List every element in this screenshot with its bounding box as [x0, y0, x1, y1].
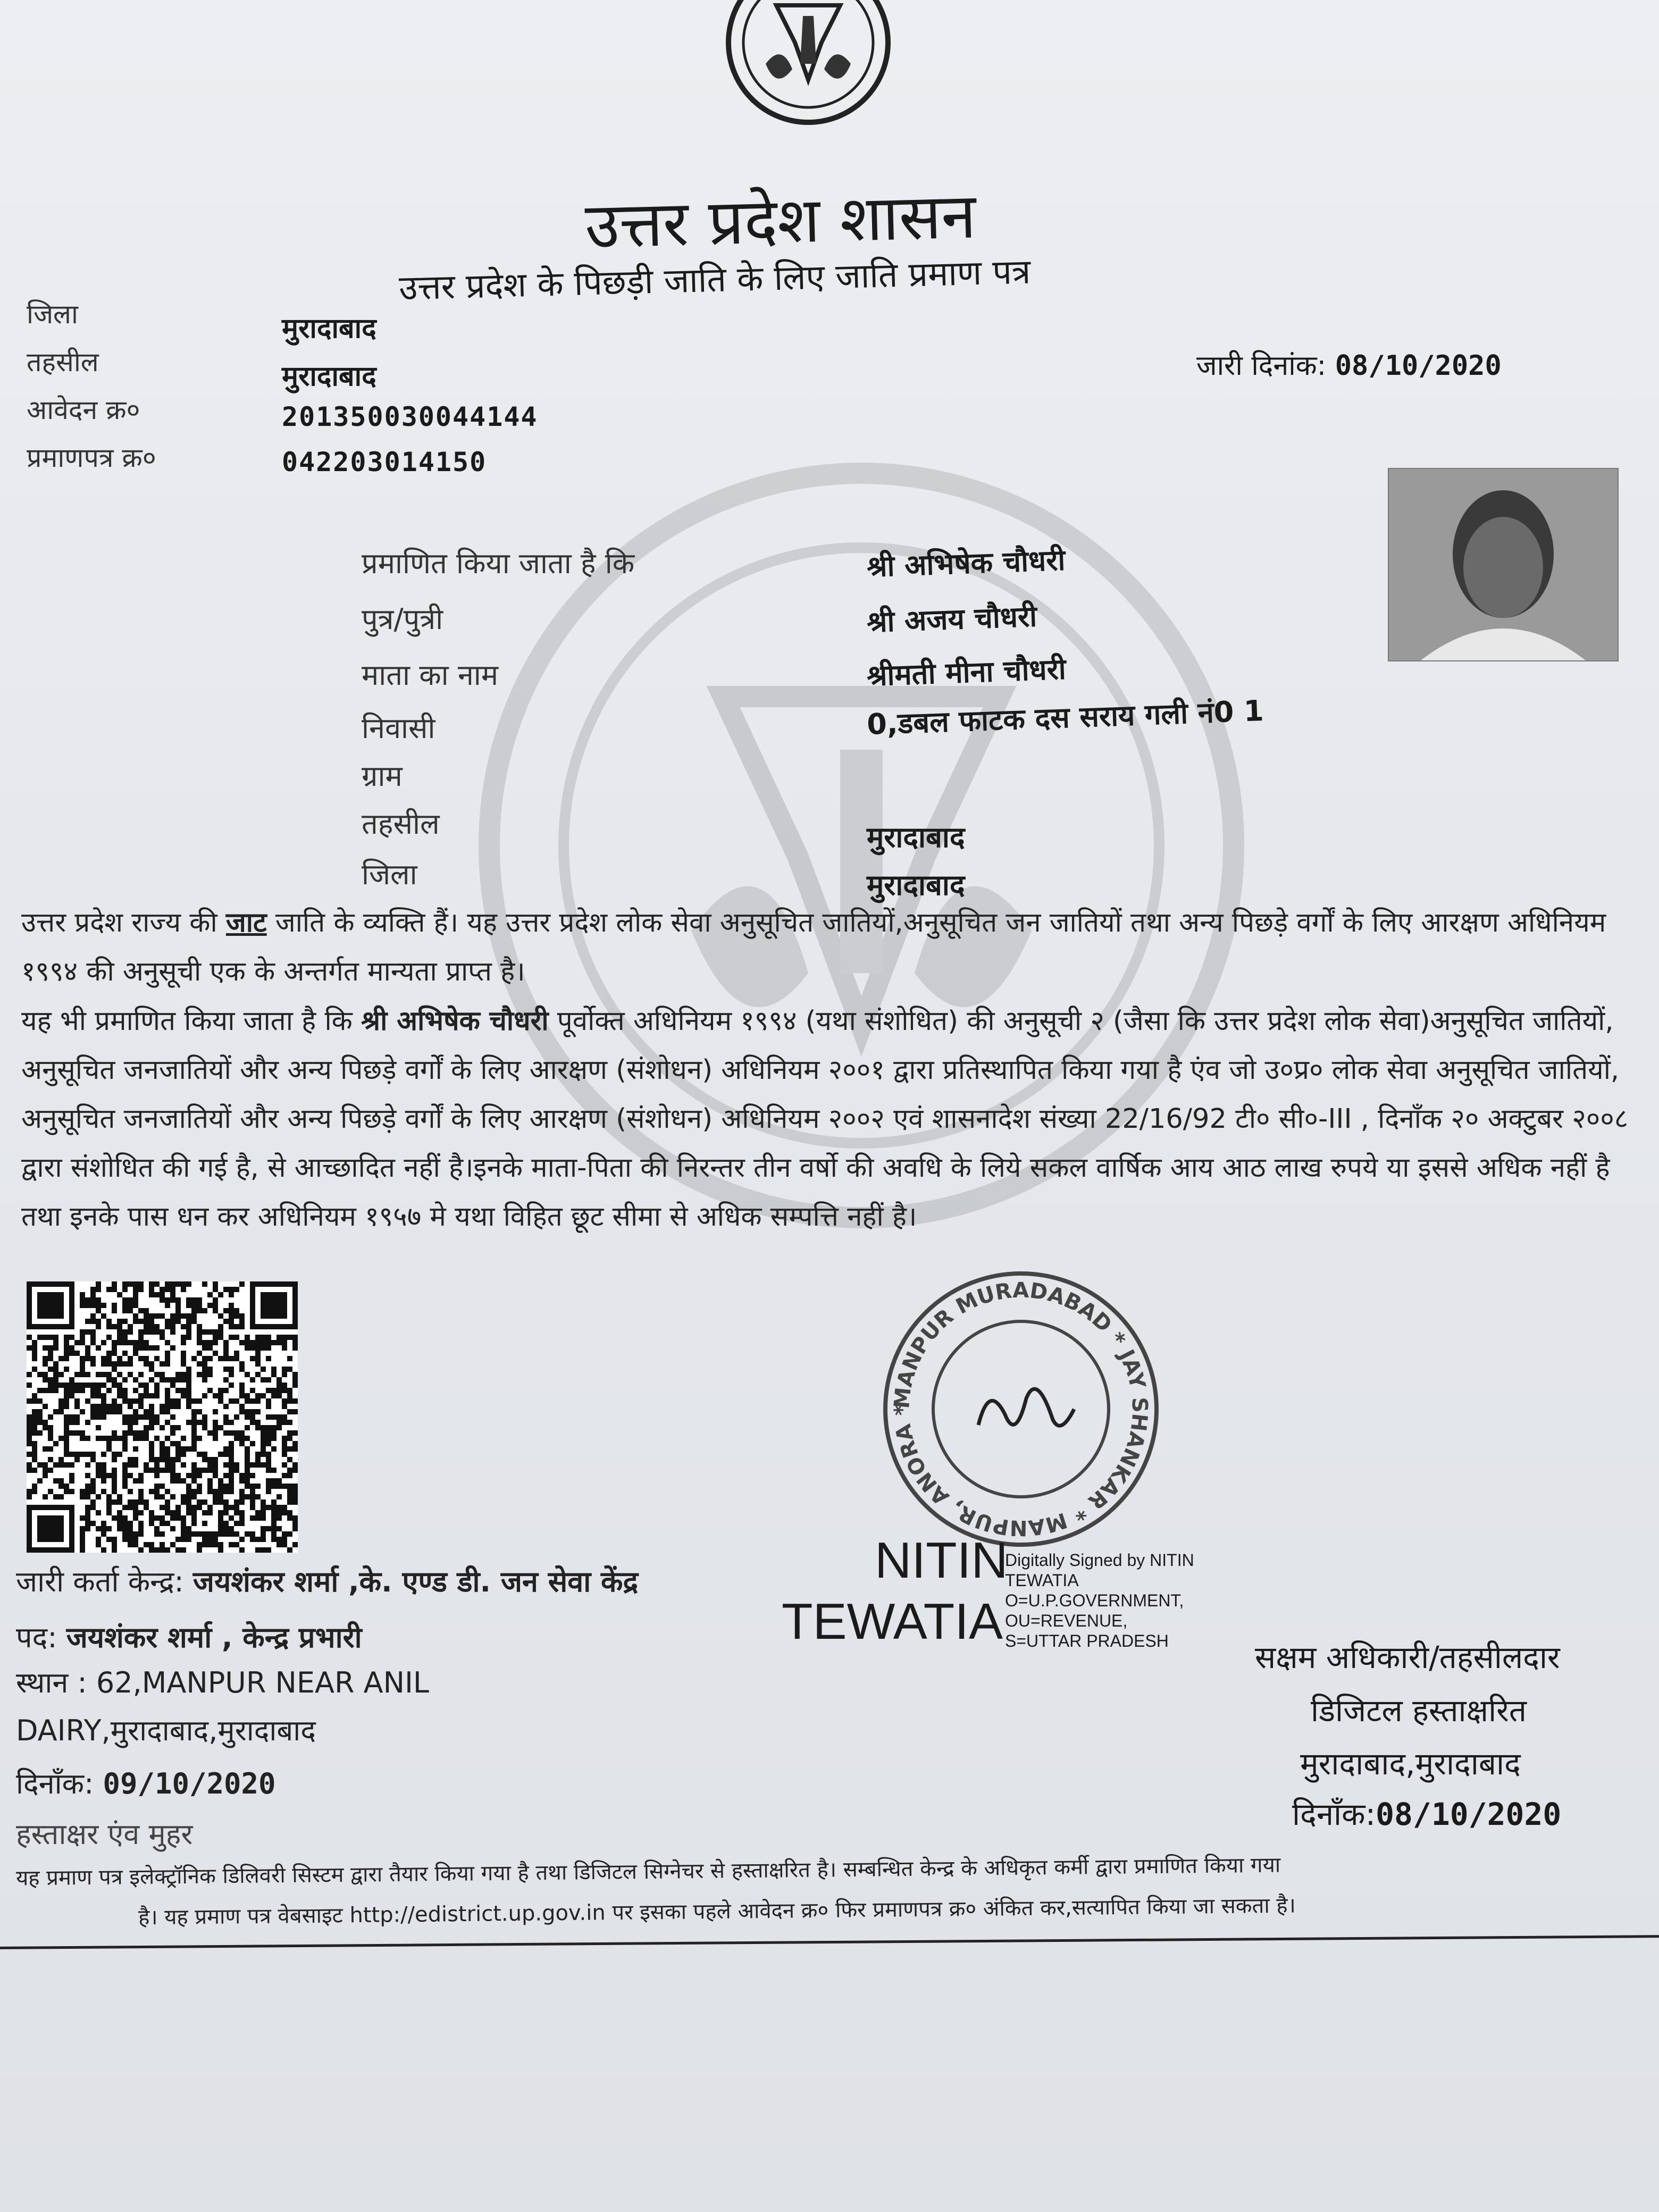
applicant-photo — [1388, 468, 1619, 661]
application-label: आवेदन क्र० — [27, 395, 140, 425]
footer-divider — [0, 1935, 1659, 1949]
portrait-image — [1389, 469, 1618, 660]
official-seal-icon — [877, 1266, 1164, 1553]
son-of-label: पुत्र/पुत्री — [362, 602, 443, 636]
signature-and-seal-label: हस्ताक्षर एंव मुहर — [16, 1817, 193, 1851]
mother-label: माता का नाम — [362, 658, 499, 692]
caste-statement: उत्तर प्रदेश राज्य की जाट जाति के व्यक्ति हैं। यह उत्तर प्रदेश लोक सेवा अनुसूचित जातियों,अनुसूचित जन जातियों तथा अन्य पिछड़े वर्गों के लिए आरक्षण अधिनियम १९९४ की अनुसूची एक के अन्तर्गत मान्यता प्राप्त है। — [21, 907, 1606, 987]
officer-digital-signed: डिजिटल हस्ताक्षरित — [1311, 1692, 1527, 1729]
signature-scribble — [978, 1389, 1074, 1426]
issue-date — [1196, 346, 1502, 383]
issuer-date: दिनाँक: 09/10/2020 — [16, 1767, 276, 1800]
exclusion-name: श्री अभिषेक चौधरी — [361, 1006, 549, 1037]
certificate-number: 042203014150 — [282, 447, 487, 477]
officer-place: मुरादाबाद,मुरादाबाद — [1300, 1746, 1521, 1782]
certified-name: श्री अभिषेक चौधरी — [866, 543, 1066, 584]
up-emblem-icon — [713, 0, 904, 128]
tehsil-value: मुरादाबाद — [282, 361, 376, 392]
digital-signature-info: Digitally Signed by NITIN TEWATIA O=U.P.GOVERNMENT, OU=REVENUE, S=UTTAR PRADESH — [1005, 1551, 1194, 1650]
officer-date: दिनाँक:08/10/2020 — [1292, 1796, 1562, 1832]
digital-signer-first-name: NITIN — [875, 1532, 1008, 1589]
officer-title: सक्षम अधिकारी/तहसीलदार — [1255, 1639, 1560, 1675]
issuer-place-2: DAIRY,मुरादाबाद,मुरादाबाद — [16, 1714, 316, 1747]
page-subtitle: उत्तर प्रदेश के पिछड़ी जाति के लिए जाति प्रमाण पत्र — [398, 252, 1032, 308]
application-number: 201350030044144 — [282, 401, 538, 432]
seal-text: MANPUR MURADABAD * JAY SHANKAR * MANPUR, ANORA * — [890, 1278, 1152, 1540]
issuer-place: स्थान : 62,MANPUR NEAR ANIL — [16, 1666, 429, 1699]
resident-address: 0,डबल फाटक दस सराय गली नं0 1 — [866, 693, 1264, 742]
issuer-post: पद: जयशंकर शर्मा , केन्द्र प्रभारी — [16, 1621, 362, 1654]
certified-label: प्रमाणित किया जाता है कि — [362, 547, 635, 580]
tehsil-detail-label: तहसील — [362, 807, 440, 841]
tehsil-detail-value: मुरादाबाद — [867, 820, 965, 854]
footer-note-line-1: यह प्रमाण पत्र इलेक्ट्रॉनिक डिलिवरी सिस्टम द्वारा तैयार किया गया है तथा डिजिटल सिग्नेचर से हस्ताक्षरित है। सम्बन्धित केन्द्र के अधिकृत कर्मी द्वारा प्रमाणित किया गया — [15, 1853, 1281, 1891]
tehsil-label: तहसील — [27, 347, 99, 378]
district-value: मुरादाबाद — [282, 313, 376, 345]
issue-date-label: जारी दिनांक: — [1196, 350, 1327, 382]
caste-name: जाट — [225, 907, 267, 939]
village-label: ग्राम — [362, 759, 403, 793]
qr-code-icon — [27, 1281, 298, 1553]
district-label: जिला — [27, 299, 78, 330]
certificate-label: प्रमाणपत्र क्र० — [27, 442, 156, 473]
district-detail-label: जिला — [362, 858, 417, 891]
issue-date-value: 08/10/2020 — [1335, 350, 1502, 382]
father-name: श्री अजय चौधरी — [866, 599, 1038, 639]
issuing-center: जारी कर्ता केन्द्र: जयशंकर शर्मा ,के. एण्ड डी. जन सेवा केंद्र — [16, 1565, 639, 1598]
page-title: उत्तर प्रदेश शासन — [584, 179, 977, 263]
mother-name: श्रीमती मीना चौधरी — [866, 652, 1067, 693]
footer-note-line-2: है। यह प्रमाण पत्र वेबसाइट http://edistrict.up.gov.in पर इसका पहले आवेदन क्र० फिर प्रमाणपत्र क्र० अंकित कर,सत्यापित किया जा सकता है। — [138, 1893, 1296, 1930]
district-detail-value: मुरादाबाद — [867, 868, 965, 902]
digital-signer-last-name: TEWATIA — [782, 1593, 1003, 1650]
resident-label: निवासी — [362, 711, 435, 745]
exclusion-statement: यह भी प्रमाणित किया जाता है कि श्री अभिषेक चौधरी पूर्वोक्त अधिनियम १९९४ (यथा संशोधित) की अनुसूची २ (जैसा कि उत्तर प्रदेश लोक सेवा)अनुसूचित जातियों, अनुसूचित जनजातियों और अन्य पिछड़े वर्गों के लिए आरक्षण (संशोधन) अधिनियम २००१ द्वारा प्रतिस्थापित किया गया है एंव जो उ०प्र० लोक सेवा अनुसूचित जातियों, अनुसूचित जनजातियों और अन्य पिछड़े वर्गों के लिए आरक्षण (संशोधन) अधिनियम २००२ एवं शासनादेश संख्या 22/16/92 टी० सी०-III , दिनाँक २० अक्टुबर २००८ द्वारा संशोधित की गई है, से आच्छादित नहीं है।इनके माता-पिता की निरन्तर तीन वर्षो की अवधि के लिये सकल वार्षिक आय आठ लाख रुपये या इससे अधिक नहीं है तथा इनके पास धन कर अधिनियम १९५७ मे यथा विहित छूट सीमा से अधिक सम्पत्ति नहीं है। — [21, 1006, 1629, 1233]
